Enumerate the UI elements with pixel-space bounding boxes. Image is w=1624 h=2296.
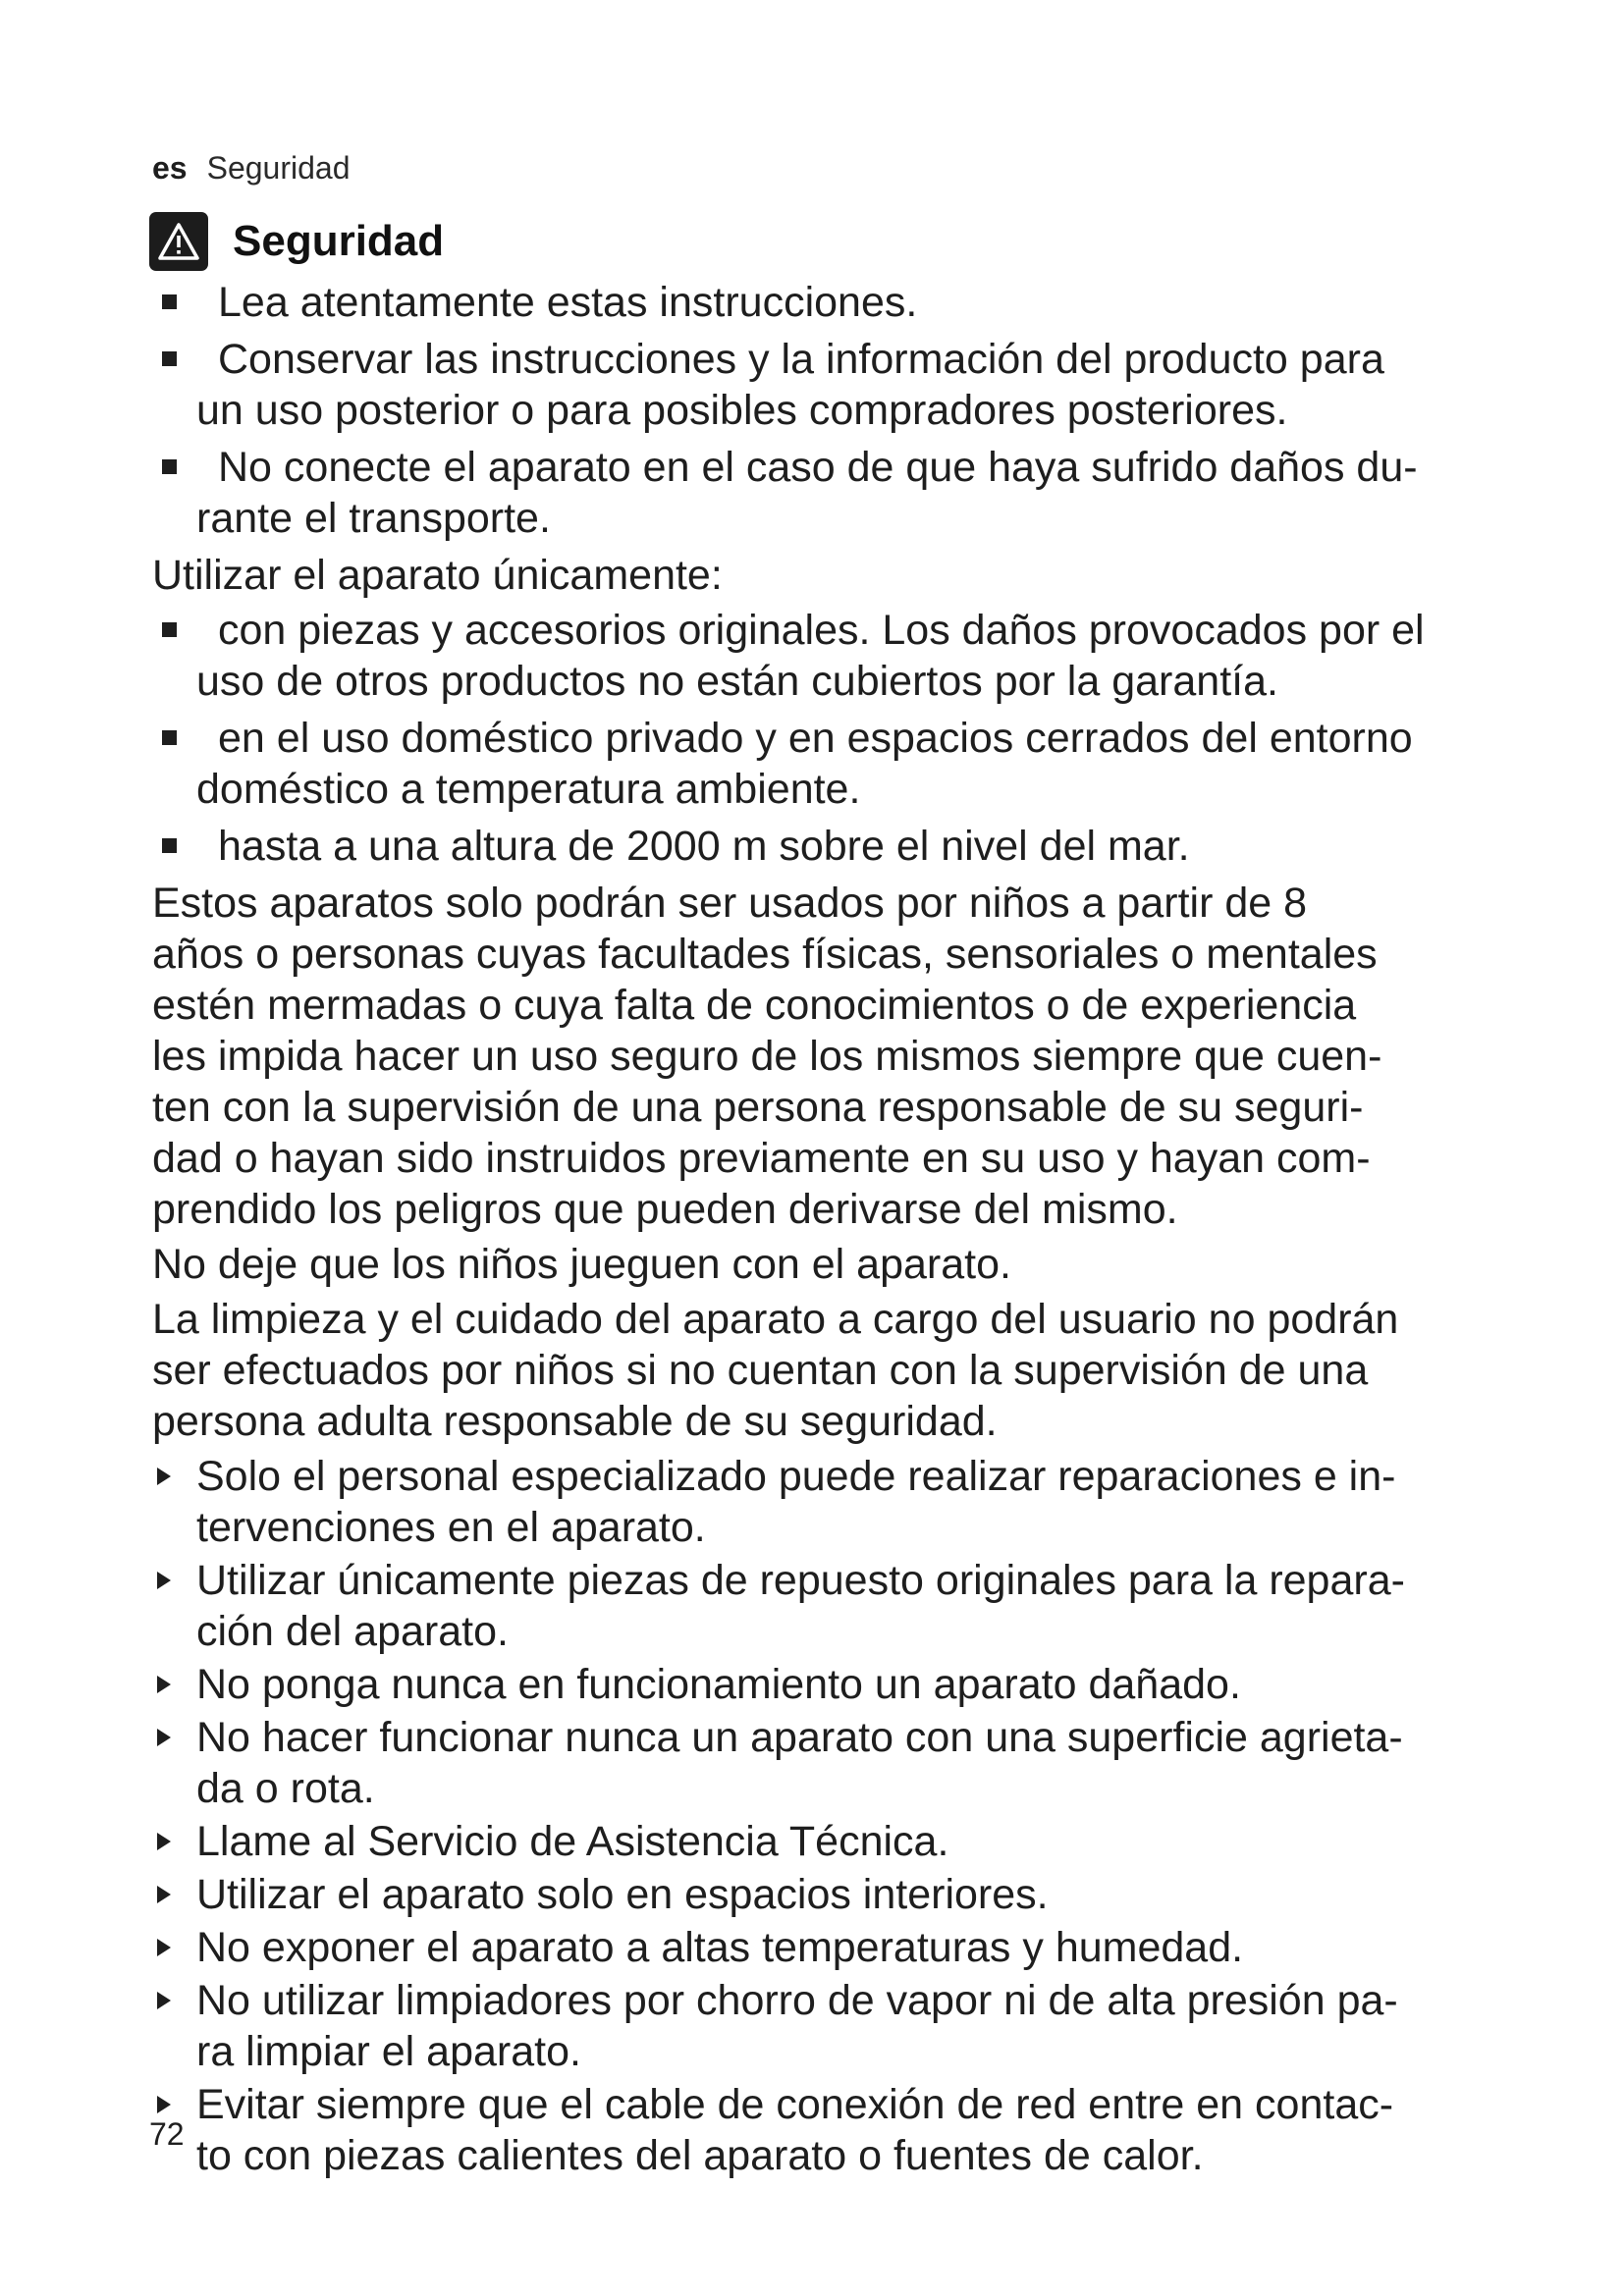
use-only-intro: Utilizar el aparato únicamente: [152,552,723,599]
square-bullet-icon [162,459,177,474]
instruction-line: ra limpiar el aparato. [196,2028,581,2075]
bullet-item [152,334,1527,436]
text-line: La limpieza y el cuidado del aparato a cargo del usuario no podrán [152,1296,1399,1343]
arrow-bullet-icon [157,1468,171,1485]
bullet-line: un uso posterior o para posibles compradores posteriores. [196,387,1288,434]
bullet-line: Conservar las instrucciones y la información del producto para [218,336,1384,383]
bullet-item [152,821,1527,872]
instruction-line: Utilizar únicamente piezas de repuesto originales para la repara- [196,1557,1405,1604]
instruction-item [152,1816,1527,1867]
instruction-item [152,1712,1527,1814]
instruction-item [152,1659,1527,1710]
bullet-line: doméstico a temperatura ambiente. [196,766,861,813]
text-line: años o personas cuyas facultades físicas, sensoriales o mentales [152,931,1378,978]
bullet-item [152,605,1527,707]
instruction-line: tervenciones en el aparato. [196,1504,706,1551]
text-line: ser efectuados por niños si no cuentan con la supervisión de una [152,1347,1369,1394]
instruction-line: to con piezas calientes del aparato o fuentes de calor. [196,2132,1204,2179]
paragraph-no-play [152,1239,1527,1290]
title-row [149,212,444,271]
text-line: les impida hacer un uso seguro de los mismos siempre que cuen- [152,1033,1382,1080]
square-bullet-icon [162,838,177,853]
instruction-line: No utilizar limpiadores por chorro de vapor ni de alta presión pa- [196,1977,1398,2024]
arrow-bullet-icon [157,1992,171,2009]
text-line: Estos aparatos solo podrán ser usados por niños a partir de 8 [152,880,1308,927]
text-line: dad o hayan sido instruidos previamente en su uso y hayan com- [152,1135,1371,1182]
bullet-item [152,713,1527,815]
instruction-line: da o rota. [196,1765,375,1812]
bullet-line: rante el transporte. [196,495,551,542]
text-line: No deje que los niños jueguen con el aparato. [152,1241,1011,1288]
bullet-item [152,277,1527,328]
bullet-line: No conecte el aparato en el caso de que haya sufrido daños du- [218,444,1418,491]
square-bullet-icon [162,730,177,745]
text-line: estén mermadas o cuya falta de conocimientos o de experiencia [152,982,1357,1029]
bullet-item [152,442,1527,544]
bullet-line: Lea atentamente estas instrucciones. [218,279,918,326]
square-bullet-icon [162,351,177,366]
warning-icon [149,212,208,271]
arrow-bullet-icon [157,1939,171,1956]
bullet-line: hasta a una altura de 2000 m sobre el nivel del mar. [218,823,1190,870]
instruction-item [152,1555,1527,1657]
text-line: persona adulta responsable de su seguridad. [152,1398,998,1445]
section-name: Seguridad [206,150,351,186]
arrow-bullet-icon [157,1833,171,1850]
section-title: Seguridad [233,217,445,265]
instruction-line: Evitar siempre que el cable de conexión de red entre en contac- [196,2081,1394,2128]
instruction-line: Utilizar el aparato solo en espacios interiores. [196,1871,1049,1918]
square-bullet-icon [162,294,177,309]
text-line: ten con la supervisión de una persona responsable de su seguri- [152,1084,1364,1131]
instruction-line: No hacer funcionar nunca un aparato con una superficie agrieta- [196,1714,1403,1761]
bullet-line: con piezas y accesorios originales. Los daños provocados por el [218,607,1425,654]
page-header [152,149,350,187]
paragraph-cleaning [152,1294,1527,1447]
instruction-line: ción del aparato. [196,1608,509,1655]
instruction-line: Solo el personal especializado puede realizar reparaciones e in- [196,1453,1396,1500]
arrow-bullet-icon [157,2096,171,2113]
instruction-item [152,1451,1527,1553]
instruction-item [152,2079,1527,2181]
arrow-bullet-icon [157,1886,171,1903]
instruction-line: No ponga nunca en funcionamiento un aparato dañado. [196,1661,1241,1708]
arrow-bullet-icon [157,1729,171,1746]
instruction-item [152,1975,1527,2077]
instruction-line: No exponer el aparato a altas temperaturas y humedad. [196,1924,1244,1971]
instruction-line: Llame al Servicio de Asistencia Técnica. [196,1818,949,1865]
arrow-bullet-icon [157,1572,171,1589]
text-line: prendido los peligros que pueden derivarse del mismo. [152,1186,1178,1233]
language-code: es [152,150,188,186]
square-bullet-icon [162,622,177,637]
page-number: 72 [149,2116,185,2152]
content [152,277,1527,2183]
bullet-line: uso de otros productos no están cubiertos por la garantía. [196,658,1278,705]
instruction-item [152,1922,1527,1973]
instruction-item [152,1869,1527,1920]
paragraph-children-use [152,878,1527,1235]
bullet-line: en el uso doméstico privado y en espacios cerrados del entorno [218,715,1413,762]
arrow-bullet-icon [157,1676,171,1693]
